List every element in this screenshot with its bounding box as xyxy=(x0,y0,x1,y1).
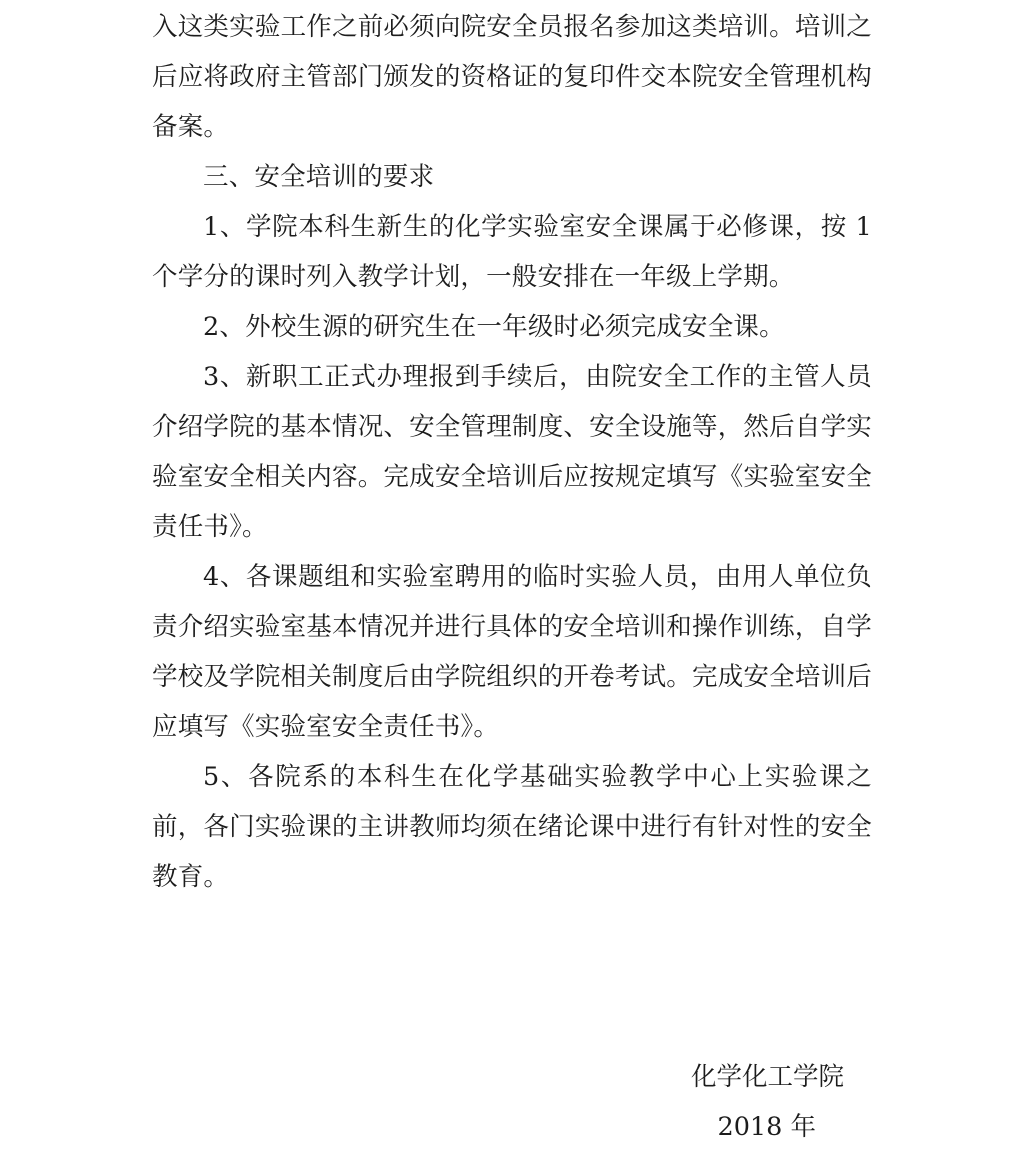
paragraph-item-1: 1、学院本科生新生的化学实验室安全课属于必修课，按 1 个学分的课时列入教学计划，一般安排在一年级上学期。 xyxy=(152,212,872,292)
signature-organization: 化学化工学院 xyxy=(690,1062,844,1092)
paragraph-item-3: 3、新职工正式办理报到手续后，由院安全工作的主管人员介绍学院的基本情况、安全管理制度、安全设施等，然后自学实验室安全相关内容。完成安全培训后应按规定填写《实验室安全责任书》。 xyxy=(152,362,872,542)
signature-date: 2018 年 xyxy=(717,1112,816,1142)
paragraph-continued-training: 入这类实验工作之前必须向院安全员报名参加这类培训。培训之后应将政府主管部门颁发的资格证的复印件交本院安全管理机构备案。 xyxy=(152,12,872,142)
paragraph-item-2: 2、外校生源的研究生在一年级时必须完成安全课。 xyxy=(203,312,785,342)
heading-section-three: 三、安全培训的要求 xyxy=(203,162,435,192)
document-body xyxy=(152,0,872,1152)
paragraph-item-4: 4、各课题组和实验室聘用的临时实验人员，由用人单位负责介绍实验室基本情况并进行具体的安全培训和操作训练，自学学校及学院相关制度后由学院组织的开卷考试。完成安全培训后应填写《实验室安全责任书》。 xyxy=(152,562,872,742)
paragraph-item-5: 5、各院系的本科生在化学基础实验教学中心上实验课之前，各门实验课的主讲教师均须在绪论课中进行有针对性的安全教育。 xyxy=(152,762,872,892)
signature-spacer xyxy=(152,902,872,1052)
